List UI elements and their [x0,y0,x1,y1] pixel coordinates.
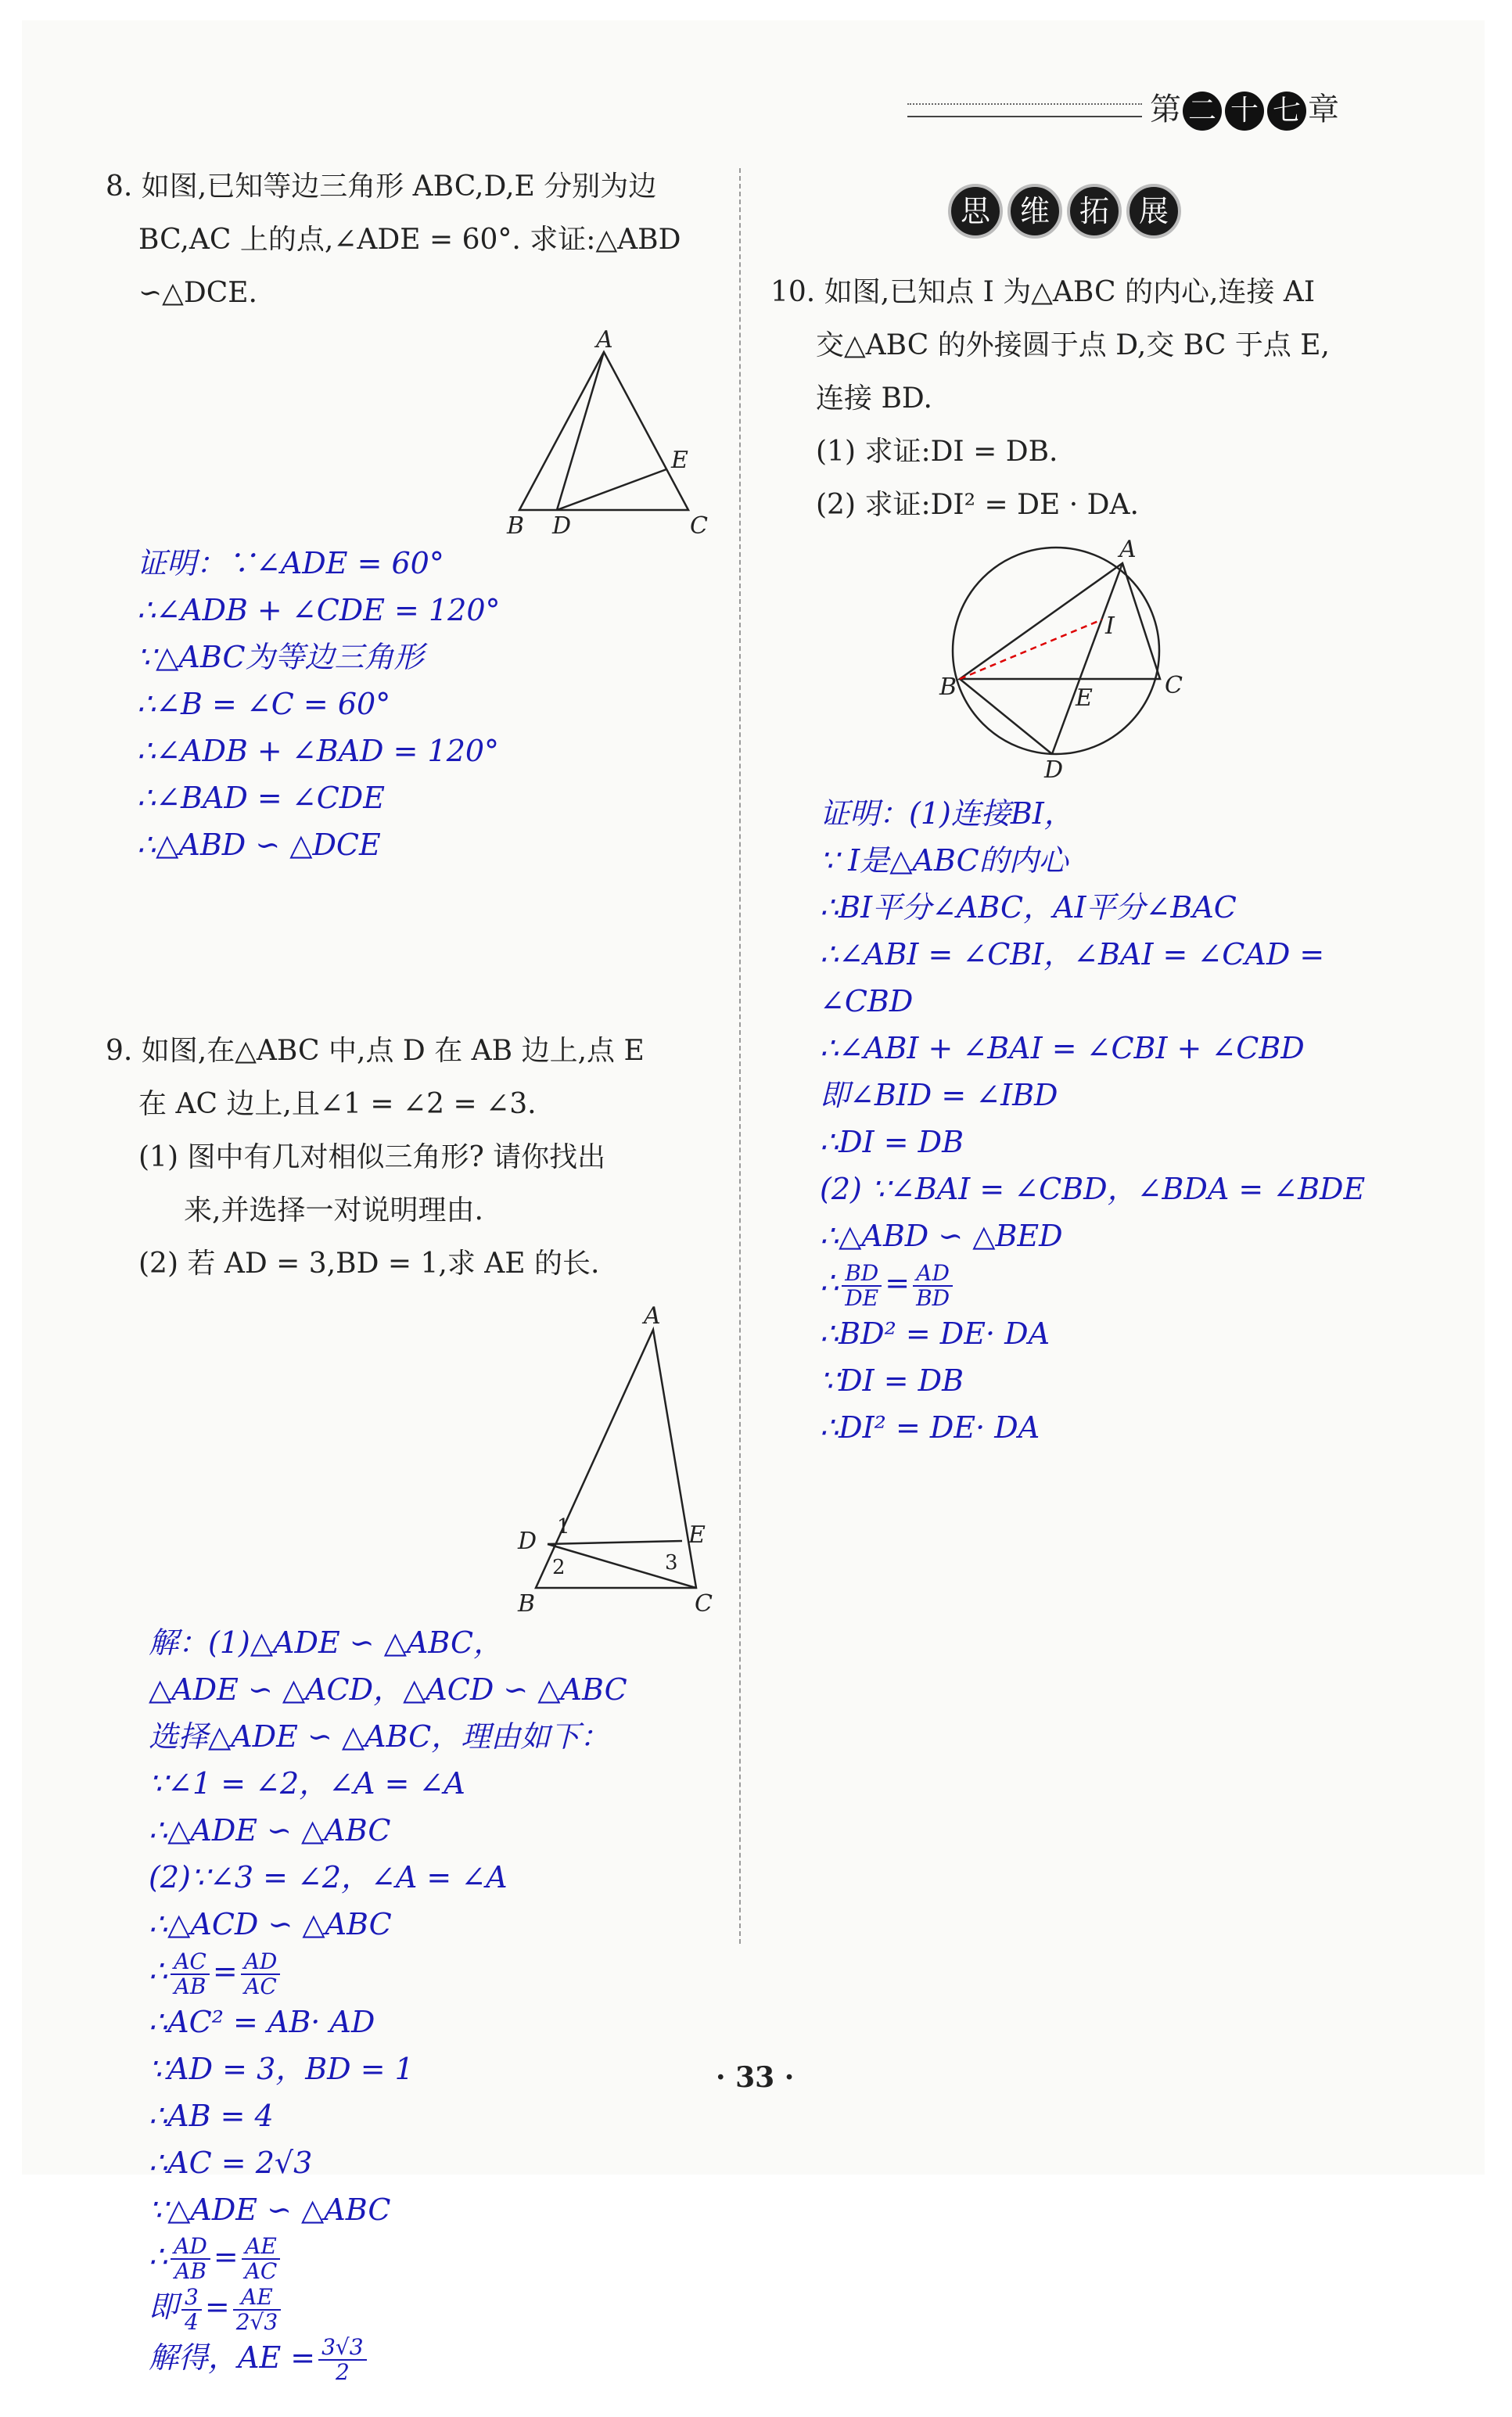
q9-sol-5: ∴△ADE ∽ △ABC [149,1813,391,1848]
q10-line-3: 连接 BD. [816,382,932,415]
q10-segment-bd [960,679,1052,754]
header-rule [907,103,1142,117]
q9-label-c: C [695,1590,713,1618]
q9-sol-3: 选择△ADE ∽ △ABC，理由如下： [149,1719,610,1754]
q10-sol-6: ∴∠ABI + ∠BAI = ∠CBI + ∠CBD [820,1031,1305,1065]
q9-label-a: A [644,1302,661,1330]
q9-line-3: (1) 图中有几对相似三角形? 请你找出 [138,1141,606,1173]
q8-label-b: B [507,512,525,536]
q8-solution [137,540,501,868]
q10-sol-12: ∵DI = DB [820,1363,964,1398]
q8-label-a: A [596,329,613,354]
banner-char-3: 拓 [1067,184,1122,239]
q10-sol-2: ∵ I是△ABC的内心 [820,843,1068,878]
q9-segment-de [548,1541,682,1544]
q10-label-e: E [1076,684,1093,712]
q10-line-2: 交△ABC 的外接圆于点 D,交 BC 于点 E, [816,329,1330,361]
q8-label-c: C [690,512,708,536]
q10-sol-3: ∴BI平分∠ABC，AI平分∠BAC [820,890,1237,925]
q10-solution [820,790,1365,1451]
q9-sol-4: ∵∠1 = ∠2，∠A = ∠A [149,1766,465,1801]
q9-sol-10: ∴AB = 4 [149,2098,274,2133]
q10-sol-13: ∴DI² = DE· DA [820,1410,1040,1445]
q8-sol-2: ∴∠ADB + ∠CDE = 120° [137,593,501,627]
q10-sol-7: 即∠BID = ∠IBD [820,1078,1058,1112]
q8-sol-1: 证明：∵∠ADE = 60° [137,546,444,580]
chapter-suffix: 章 [1308,92,1339,127]
q10-segment-ad [1052,563,1122,754]
q9-sol-frac-2: ∴ $\frac{AD}{AB}$ = $\frac{AE}{AC}$ [149,2233,627,2284]
chapter-header [907,84,1392,131]
q10-label-d: D [1044,756,1064,782]
chapter-numeral-2: 十 [1225,92,1264,131]
q9-line-1: 9. 如图,在△ABC 中,点 D 在 AB 边上,点 E [106,1035,645,1067]
q9-sol-final: 解得，AE = $\frac{3√3}{2}$ [149,2334,627,2385]
banner-char-1: 思 [948,184,1003,239]
q10-sol-1: 证明：(1)连接BI， [820,796,1074,831]
q9-angle-2: 2 [552,1556,566,1579]
q10-sol-5: ∠CBD [820,984,914,1018]
q10-line-1: 10. 如图,已知点 I 为△ABC 的内心,连接 AI [770,276,1316,308]
q9-line-4: 来,并选择一对说明理由. [184,1194,483,1226]
q9-label-d: D [518,1528,537,1555]
banner-char-2: 维 [1007,184,1062,239]
q9-triangle-abc [536,1330,696,1588]
q9-label-b: B [518,1590,536,1618]
column-divider [739,168,741,1944]
q8-segment-ad [557,352,604,510]
q9-sol-11: ∴AC = 2√3 [149,2145,313,2180]
q9-line-2: 在 AC 边上,且∠1 = ∠2 = ∠3. [138,1088,537,1120]
q8-line-3: ∽△DCE. [138,277,257,309]
chapter-prefix: 第 [1150,92,1181,127]
q10-sol-frac: ∴ $\frac{BD}{DE}$ = $\frac{AD}{BD}$ [820,1259,1365,1310]
q9-figure [501,1298,727,1627]
q9-angle-3: 3 [665,1551,678,1575]
banner-char-4: 展 [1126,184,1181,239]
q10-triangle-abc [960,563,1160,679]
q9-line-5: (2) 若 AD = 3,BD = 1,求 AE 的长. [138,1248,600,1280]
q8-line-2: BC,AC 上的点,∠ADE = 60°. 求证:△ABD [138,224,681,256]
q8-label-e: E [671,447,688,474]
chapter-numeral-1: 二 [1183,92,1222,131]
question-9 [106,1025,645,1291]
q10-sol-11: ∴BD² = DE· DA [820,1316,1050,1351]
q9-angle-1: 1 [557,1515,570,1539]
q9-sol-8: ∴AC² = AB· AD [149,2004,375,2039]
q9-sol-12: ∵△ADE ∽ △ABC [149,2192,391,2227]
q8-line-1: 8. 如图,已知等边三角形 ABC,D,E 分别为边 [106,171,657,203]
q9-sol-9: ∵AD = 3，BD = 1 [149,2051,414,2086]
q8-sol-4: ∴∠B = ∠C = 60° [137,687,391,721]
q9-sol-7: ∴△ACD ∽ △ABC [149,1907,392,1941]
q9-sol-2: △ADE ∽ △ACD，△ACD ∽ △ABC [149,1672,627,1707]
q8-sol-5: ∴∠ADB + ∠BAD = 120° [137,734,500,768]
q10-line-4: (1) 求证:DI = DB. [816,436,1058,468]
page-number: · 33 · [716,2061,795,2094]
q9-solution [149,1619,627,2384]
question-8 [106,160,681,320]
question-10 [770,266,1330,532]
q10-sol-10: ∴△ABD ∽ △BED [820,1219,1063,1253]
q8-segment-de [557,469,666,510]
q10-label-c: C [1165,672,1183,699]
chapter-title [1150,84,1339,131]
q10-sol-8: ∴DI = DB [820,1125,964,1159]
q9-sol-6: (2)∵∠3 = ∠2，∠A = ∠A [149,1860,508,1894]
q9-sol-1: 解：(1)△ADE ∽ △ABC， [149,1625,504,1660]
chapter-numeral-3: 七 [1267,92,1306,131]
q10-sol-9: (2) ∵∠BAI = ∠CBD，∠BDA = ∠BDE [820,1172,1366,1206]
section-banner [948,184,1186,239]
q9-sol-frac-1: ∴ $\frac{AC}{AB}$ = $\frac{AD}{AC}$ [149,1948,627,1999]
q8-triangle-abc [519,352,688,510]
q8-figure [493,329,727,536]
q9-sol-frac-3: 即 $\frac{3}{4}$ = $\frac{AE}{2√3}$ [149,2283,627,2334]
q8-sol-7: ∴△ABD ∽ △DCE [137,828,381,862]
q10-label-a: A [1119,536,1137,563]
q10-sol-4: ∴∠ABI = ∠CBI，∠BAI = ∠CAD = [820,937,1325,971]
q8-label-d: D [552,512,572,536]
q9-label-e: E [688,1521,706,1549]
q10-figure [935,532,1201,782]
q10-label-b: B [939,673,957,701]
q8-sol-3: ∵△ABC为等边三角形 [137,640,424,674]
q10-line-5: (2) 求证:DI² = DE · DA. [816,489,1139,521]
q8-sol-6: ∴∠BAD = ∠CDE [137,781,385,815]
q10-label-i: I [1105,612,1115,640]
